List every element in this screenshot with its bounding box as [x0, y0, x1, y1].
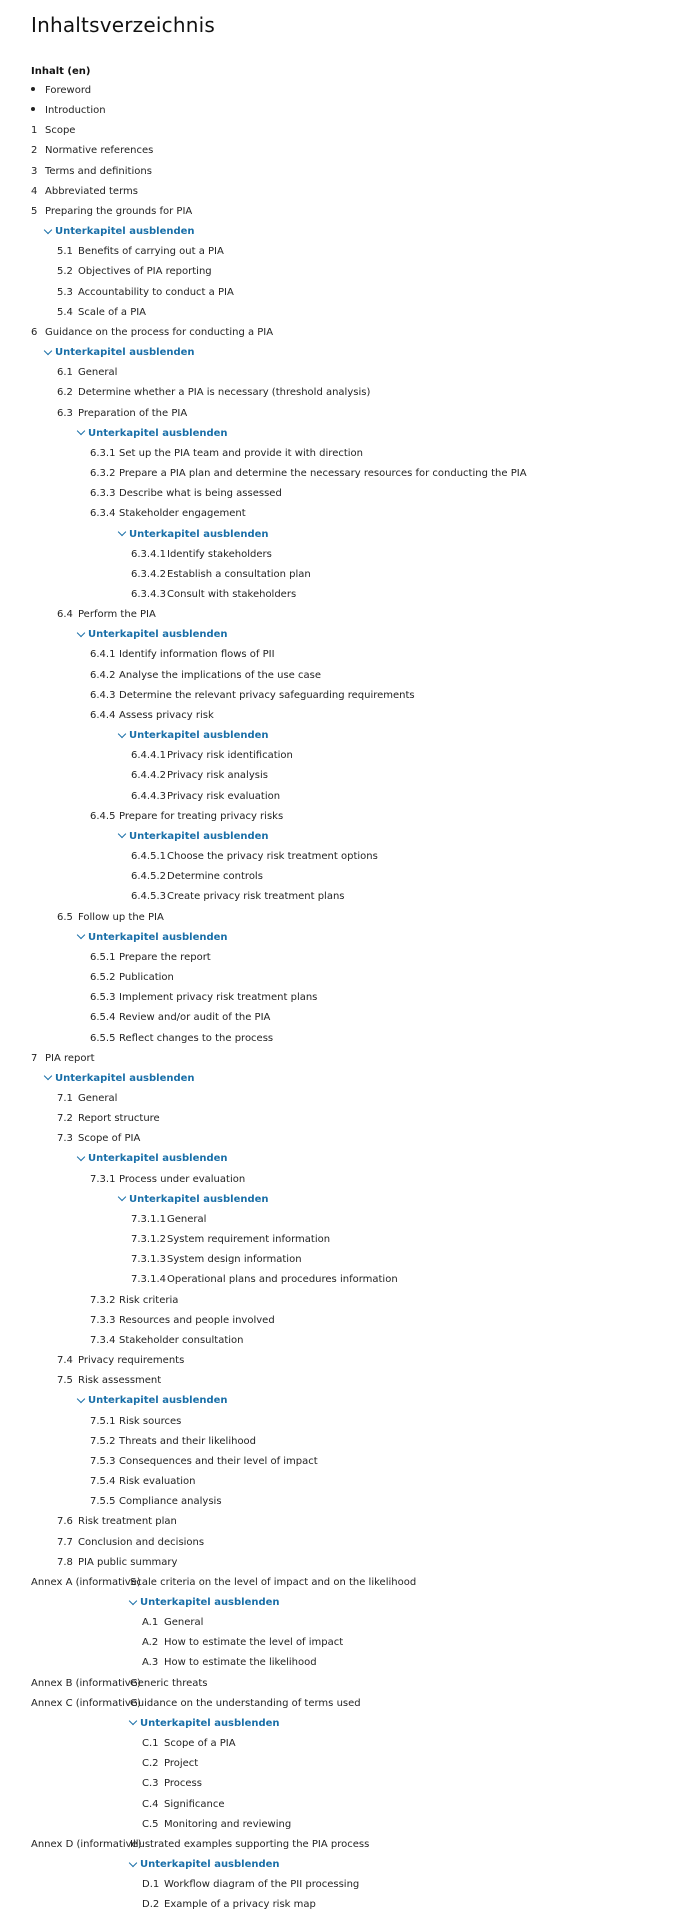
toc-title: Identify information flows of PII: [119, 649, 275, 661]
toc-number: 5.2: [57, 266, 73, 278]
toc-entry[interactable]: [142, 1758, 198, 1770]
toc-title: Determine the relevant privacy safeguarding requirements: [119, 689, 415, 701]
toc-title: Stakeholder engagement: [119, 508, 246, 520]
toc-entry[interactable]: [90, 670, 321, 682]
toc-number: 7.5.4: [90, 1476, 116, 1488]
toc-title: Objectives of PIA reporting: [78, 266, 212, 278]
toc-number: 5.3: [57, 286, 73, 298]
toc-number: 7: [31, 1052, 38, 1064]
toc-title: Describe what is being assessed: [119, 488, 282, 500]
toc-entry[interactable]: [142, 1617, 203, 1629]
toc-title: Reflect changes to the process: [119, 1032, 274, 1044]
toc-number: 7.3.1.3: [131, 1254, 166, 1266]
toc-entry[interactable]: [142, 1799, 225, 1811]
toc-entry[interactable]: [57, 1113, 160, 1125]
toc-entry[interactable]: [142, 1778, 202, 1790]
toc-title: Compliance analysis: [119, 1496, 222, 1508]
toc-entry[interactable]: [31, 1577, 416, 1589]
toc-number: Annex C (informative): [31, 1697, 141, 1709]
toc-number: 6.4.3: [90, 689, 116, 701]
toc-title: Guidance on the process for conducting a PIA: [45, 326, 274, 338]
toc-number: 7.5.3: [90, 1455, 116, 1467]
hide-subchapters-toggle[interactable]: [44, 1073, 195, 1085]
toc-title: Terms and definitions: [45, 165, 152, 177]
toc-title: Risk criteria: [119, 1294, 179, 1306]
toc-entry[interactable]: [31, 145, 153, 157]
toggle-label: Unterkapitel ausblenden: [129, 528, 269, 540]
chevron-down-icon: [129, 1717, 137, 1725]
toc-number: A.1: [142, 1617, 159, 1629]
toc-title: Threats and their likelihood: [119, 1435, 257, 1447]
toc-title: Choose the privacy risk treatment options: [167, 851, 378, 863]
toc-title: Determine whether a PIA is necessary (threshold analysis): [78, 387, 371, 399]
toc-number: Annex B (informative): [31, 1677, 141, 1689]
toc-number: 6.3.4.2: [131, 568, 166, 580]
toc-entry[interactable]: [142, 1899, 316, 1911]
toc-entry[interactable]: [90, 1315, 275, 1327]
toc-title: System design information: [167, 1254, 302, 1266]
toc-title: Monitoring and reviewing: [164, 1818, 292, 1830]
toc-number: 6: [31, 326, 38, 338]
toc-title: Report structure: [78, 1113, 160, 1125]
toc-entry[interactable]: [90, 1174, 245, 1186]
toc-number: 7.3.1.2: [131, 1234, 166, 1246]
toc-entry[interactable]: [90, 972, 174, 984]
toc-number: 6.3.4.1: [131, 548, 166, 560]
toc-number: 7.1: [57, 1093, 73, 1104]
toc-title: Workflow diagram of the PII processing: [164, 1879, 360, 1891]
toc-entry[interactable]: [57, 1355, 184, 1367]
toc-entry[interactable]: [57, 1557, 177, 1569]
toc-entry[interactable]: [142, 1738, 236, 1750]
toc-title: Abbreviated terms: [45, 185, 138, 197]
toc-number: 6.3.2: [90, 468, 116, 480]
toc-number: 5: [31, 205, 38, 217]
toc-number: 7.3: [57, 1133, 73, 1145]
toc-title: Risk sources: [119, 1415, 182, 1427]
toc-title: Illustrated examples supporting the PIA process: [130, 1838, 370, 1850]
toc-entry[interactable]: [90, 649, 275, 661]
toc-entry[interactable]: [90, 1012, 270, 1024]
toc-number: 7.6: [57, 1516, 73, 1528]
toc-number: 6.3: [57, 407, 73, 419]
toc-entry[interactable]: [90, 1033, 273, 1045]
toc-entry[interactable]: [31, 1839, 369, 1851]
toc-number: 7.5.5: [90, 1496, 116, 1508]
toc-entry[interactable]: [90, 1436, 256, 1448]
toc-title: Analyse the implications of the use case: [119, 669, 322, 681]
toc-entry[interactable]: [31, 1678, 208, 1690]
hide-subchapters-toggle[interactable]: [118, 730, 269, 742]
chevron-down-icon: [118, 528, 126, 536]
toc-title: Scale criteria on the level of impact and on the likelihood: [130, 1576, 417, 1588]
chevron-down-icon: [118, 830, 126, 838]
bullet-icon: [31, 107, 35, 111]
toc-number: 6.4.5.1: [131, 851, 166, 863]
toc-title: PIA public summary: [78, 1556, 178, 1568]
toc-entry[interactable]: [131, 770, 268, 782]
toc-title: Stakeholder consultation: [119, 1334, 244, 1346]
toc-entry[interactable]: [57, 912, 164, 924]
hide-subchapters-toggle[interactable]: [77, 1153, 228, 1165]
toc-entry[interactable]: [142, 1819, 291, 1831]
toc-number: 7.8: [57, 1556, 73, 1568]
chevron-down-icon: [77, 1153, 85, 1161]
toc-number: 5.4: [57, 306, 73, 318]
chevron-down-icon: [44, 346, 52, 354]
chevron-down-icon: [44, 1072, 52, 1080]
toc-entry[interactable]: [31, 1698, 361, 1710]
toc-number: 7.3.1.4: [131, 1274, 166, 1286]
toggle-label: Unterkapitel ausblenden: [129, 830, 269, 842]
toggle-label: Unterkapitel ausblenden: [129, 730, 269, 742]
toc-title: Scale of a PIA: [78, 306, 147, 318]
toc-entry[interactable]: [90, 710, 214, 722]
toc-number: 7.5: [57, 1375, 73, 1387]
chevron-down-icon: [129, 1596, 137, 1604]
hide-subchapters-toggle[interactable]: [77, 428, 228, 440]
toc-number: 7.5.2: [90, 1435, 116, 1447]
toc-title: Establish a consultation plan: [167, 568, 311, 580]
toc-entry[interactable]: [131, 750, 293, 762]
toc-title: Foreword: [45, 85, 92, 96]
toc-number: A.3: [142, 1657, 159, 1669]
toc-number: Annex A (informative): [31, 1576, 141, 1588]
toc-title: System requirement information: [167, 1234, 331, 1246]
toc-entry[interactable]: [57, 367, 117, 379]
toc-entry[interactable]: [142, 1657, 317, 1669]
toc-number: 7.3.1.1: [131, 1213, 166, 1225]
chevron-down-icon: [129, 1858, 137, 1866]
toc-number: 6.4.5: [90, 810, 116, 822]
toc-number: D.2: [142, 1899, 160, 1911]
toc-title: Privacy risk analysis: [167, 770, 268, 782]
hide-subchapters-toggle[interactable]: [77, 1395, 228, 1407]
toc-title: Identify stakeholders: [167, 548, 272, 560]
toc-entry[interactable]: [31, 206, 192, 218]
toc-entry[interactable]: [90, 448, 363, 460]
toc-number: 6.4.4.1: [131, 750, 166, 762]
toc-number: 6.5.3: [90, 992, 116, 1004]
chevron-down-icon: [77, 427, 85, 435]
toggle-label: Unterkapitel ausblenden: [55, 347, 195, 359]
toc-entry[interactable]: [57, 287, 234, 299]
toggle-label: Unterkapitel ausblenden: [88, 1395, 228, 1407]
toc-entry[interactable]: [142, 1879, 359, 1891]
toc-bullet: [31, 85, 45, 97]
chevron-down-icon: [44, 225, 52, 233]
toc-number: 2: [31, 145, 38, 157]
toc-entry[interactable]: [90, 1476, 196, 1488]
chevron-down-icon: [118, 729, 126, 737]
toc-title: Set up the PIA team and provide it with direction: [119, 447, 363, 459]
hide-subchapters-toggle[interactable]: [77, 629, 228, 641]
toc-title: Risk assessment: [78, 1375, 162, 1387]
toc-number: 6.5: [57, 911, 73, 923]
toc-title: Consult with stakeholders: [167, 589, 297, 600]
toc-entry[interactable]: [90, 468, 527, 480]
toc-number: 7.4: [57, 1355, 73, 1367]
toggle-label: Unterkapitel ausblenden: [55, 1072, 195, 1084]
toc-title: Scope of a PIA: [164, 1738, 236, 1750]
toc-number: 6.3.1: [90, 447, 116, 459]
toc-entry[interactable]: [31, 327, 273, 339]
toc-entry[interactable]: [131, 1254, 302, 1266]
toc-entry[interactable]: [31, 166, 152, 178]
toc-entry[interactable]: [57, 1516, 177, 1528]
toc-number: 6.4.4.3: [131, 790, 166, 802]
toc-title: General: [164, 1617, 204, 1629]
toc-entry[interactable]: [90, 992, 317, 1004]
toc-number: 6.4.4.2: [131, 770, 166, 782]
toc-title: Publication: [119, 972, 174, 984]
toggle-label: Unterkapitel ausblenden: [88, 629, 228, 641]
toggle-label: Unterkapitel ausblenden: [129, 1193, 269, 1205]
toc-number: 7.7: [57, 1536, 73, 1548]
toc-number: 3: [31, 165, 38, 177]
toc-title: Privacy risk evaluation: [167, 790, 281, 802]
toc-title: Prepare the report: [119, 951, 211, 963]
toc-entry[interactable]: [90, 1335, 244, 1347]
toc-number: 6.5.2: [90, 972, 116, 984]
toc-entry[interactable]: [57, 1133, 140, 1145]
toc-title: Benefits of carrying out a PIA: [78, 246, 224, 258]
toc-title: General: [167, 1213, 207, 1225]
toc-number: 6.4.5.3: [131, 891, 166, 903]
toc-number: 7.3.2: [90, 1294, 116, 1306]
contents-label: Inhalt (en): [31, 66, 91, 77]
toc-entry[interactable]: [142, 1637, 343, 1649]
toc-entry[interactable]: [31, 85, 91, 97]
toc-title: General: [78, 1093, 118, 1104]
hide-subchapters-toggle[interactable]: [129, 1859, 280, 1871]
toc-title: General: [78, 367, 118, 379]
toc-number: C.3: [142, 1778, 159, 1790]
chevron-down-icon: [118, 1193, 126, 1201]
toc-title: How to estimate the likelihood: [164, 1657, 317, 1669]
toc-entry[interactable]: [90, 488, 282, 500]
toc-number: D.1: [142, 1879, 160, 1891]
toc-entry[interactable]: [131, 1234, 330, 1246]
toc-title: Conclusion and decisions: [78, 1536, 205, 1548]
page-title: Inhaltsverzeichnis: [31, 13, 215, 37]
toc-title: Project: [164, 1758, 199, 1770]
hide-subchapters-toggle[interactable]: [44, 347, 195, 359]
toc-number: 6.4.5.2: [131, 871, 166, 883]
toc-title: Create privacy risk treatment plans: [167, 891, 345, 903]
toc-entry[interactable]: [57, 408, 187, 420]
toc-entry[interactable]: [90, 1295, 178, 1307]
toc-number: 6.5.4: [90, 1012, 116, 1024]
toc-number: 6.4.4: [90, 709, 116, 721]
toc-number: 7.3.4: [90, 1334, 116, 1346]
toggle-label: Unterkapitel ausblenden: [140, 1597, 280, 1608]
toc-title: Scope of PIA: [78, 1133, 141, 1145]
toc-title: Operational plans and procedures information: [167, 1274, 398, 1286]
toc-number: 6.5.1: [90, 951, 116, 963]
toc-title: Preparation of the PIA: [78, 407, 188, 419]
toc-entry[interactable]: [31, 1053, 95, 1065]
toggle-label: Unterkapitel ausblenden: [88, 427, 228, 439]
toc-entry[interactable]: [57, 1375, 161, 1387]
hide-subchapters-toggle[interactable]: [118, 831, 269, 843]
hide-subchapters-toggle[interactable]: [129, 1597, 280, 1609]
toc-entry[interactable]: [131, 569, 311, 581]
toc-number: 6.3.4.3: [131, 589, 166, 600]
toc-title: Significance: [164, 1798, 225, 1810]
toggle-label: Unterkapitel ausblenden: [55, 226, 195, 238]
toc-number: 1: [31, 125, 38, 137]
toc-entry[interactable]: [90, 952, 211, 964]
toc-title: Prepare a PIA plan and determine the necessary resources for conducting the PIA: [119, 468, 527, 480]
toc-number: 6.4: [57, 609, 73, 621]
toc-entry[interactable]: [90, 508, 246, 520]
toc-entry[interactable]: [131, 589, 296, 601]
toc-number: 6.5.5: [90, 1032, 116, 1044]
toc-title: Privacy risk identification: [167, 750, 293, 762]
hide-subchapters-toggle[interactable]: [44, 226, 195, 238]
toc-entry[interactable]: [31, 105, 106, 117]
toc-title: Prepare for treating privacy risks: [119, 810, 284, 822]
toc-title: Determine controls: [167, 871, 263, 883]
toc-number: 7.2: [57, 1113, 73, 1125]
toc-number: 6.2: [57, 387, 73, 399]
toc-entry[interactable]: [131, 851, 378, 863]
toc-number: 6.3.3: [90, 488, 116, 500]
toc-number: 6.4.2: [90, 669, 116, 681]
toggle-label: Unterkapitel ausblenden: [88, 931, 228, 943]
toggle-label: Unterkapitel ausblenden: [140, 1859, 280, 1871]
toc-entry[interactable]: [31, 125, 75, 137]
toc-entry[interactable]: [90, 1496, 222, 1508]
toc-entry[interactable]: [131, 549, 272, 561]
toc-title: Assess privacy risk: [119, 709, 214, 721]
toc-number: C.2: [142, 1758, 159, 1770]
hide-subchapters-toggle[interactable]: [77, 932, 228, 944]
toc-entry[interactable]: [131, 1214, 206, 1226]
toc-title: Implement privacy risk treatment plans: [119, 992, 318, 1004]
toc-entry[interactable]: [131, 871, 263, 883]
toc-entry[interactable]: [57, 307, 146, 319]
toc-number: 4: [31, 185, 38, 197]
toc-number: Annex D (informative): [31, 1838, 142, 1850]
toc-number: 7.3.1: [90, 1173, 116, 1185]
toc-number: C.5: [142, 1818, 159, 1830]
toc-number: 7.5.1: [90, 1415, 116, 1427]
toc-entry[interactable]: [57, 1093, 117, 1105]
hide-subchapters-toggle[interactable]: [118, 529, 269, 541]
hide-subchapters-toggle[interactable]: [118, 1194, 269, 1206]
toc-entry[interactable]: [90, 811, 283, 823]
toc-title: Privacy requirements: [78, 1355, 185, 1367]
toc-bullet: [31, 105, 45, 117]
toc-title: PIA report: [45, 1052, 95, 1064]
chevron-down-icon: [77, 931, 85, 939]
toc-entry[interactable]: [90, 690, 415, 702]
toc-number: 6.3.4: [90, 508, 116, 520]
toc-title: Normative references: [45, 145, 154, 157]
toc-entry[interactable]: [131, 791, 280, 803]
toc-title: Preparing the grounds for PIA: [45, 205, 193, 217]
toc-title: Generic threats: [130, 1677, 208, 1689]
toc-entry[interactable]: [57, 609, 156, 621]
toc-title: Risk treatment plan: [78, 1516, 177, 1528]
bullet-icon: [31, 87, 35, 91]
toc-title: Process: [164, 1778, 202, 1790]
toc-number: 6.1: [57, 367, 73, 379]
toc-entry[interactable]: [57, 246, 224, 258]
toc-title: Follow up the PIA: [78, 911, 164, 923]
toc-title: Risk evaluation: [119, 1476, 196, 1488]
chevron-down-icon: [77, 1395, 85, 1403]
toc-entry[interactable]: [131, 1274, 398, 1286]
toc-entry[interactable]: [57, 1537, 204, 1549]
toc-title: Consequences and their level of impact: [119, 1455, 318, 1467]
toc-title: Scope: [45, 125, 76, 137]
toc-entry[interactable]: [131, 891, 345, 903]
toc-entry[interactable]: [90, 1416, 181, 1428]
hide-subchapters-toggle[interactable]: [129, 1718, 280, 1730]
toggle-label: Unterkapitel ausblenden: [88, 1153, 228, 1165]
toc-entry[interactable]: [90, 1456, 318, 1468]
toc-entry[interactable]: [57, 266, 212, 278]
toc-title: Example of a privacy risk map: [164, 1899, 316, 1911]
chevron-down-icon: [77, 629, 85, 637]
toc-number: A.2: [142, 1637, 159, 1649]
toc-number: 7.3.3: [90, 1314, 116, 1326]
toc-title: Accountability to conduct a PIA: [78, 286, 234, 298]
toc-title: Resources and people involved: [119, 1314, 275, 1326]
toc-title: Review and/or audit of the PIA: [119, 1012, 271, 1024]
toc-number: 6.4.1: [90, 649, 116, 661]
toc-title: Process under evaluation: [119, 1173, 246, 1185]
toc-title: Guidance on the understanding of terms used: [130, 1697, 361, 1709]
toc-title: How to estimate the level of impact: [164, 1637, 344, 1649]
toc-title: Introduction: [45, 105, 106, 117]
toc-entry[interactable]: [57, 387, 370, 399]
toc-number: C.4: [142, 1798, 159, 1810]
toggle-label: Unterkapitel ausblenden: [140, 1717, 280, 1729]
toc-entry[interactable]: [31, 186, 138, 198]
toc-number: C.1: [142, 1738, 159, 1750]
toc-number: 5.1: [57, 246, 73, 258]
toc-title: Perform the PIA: [78, 609, 156, 621]
